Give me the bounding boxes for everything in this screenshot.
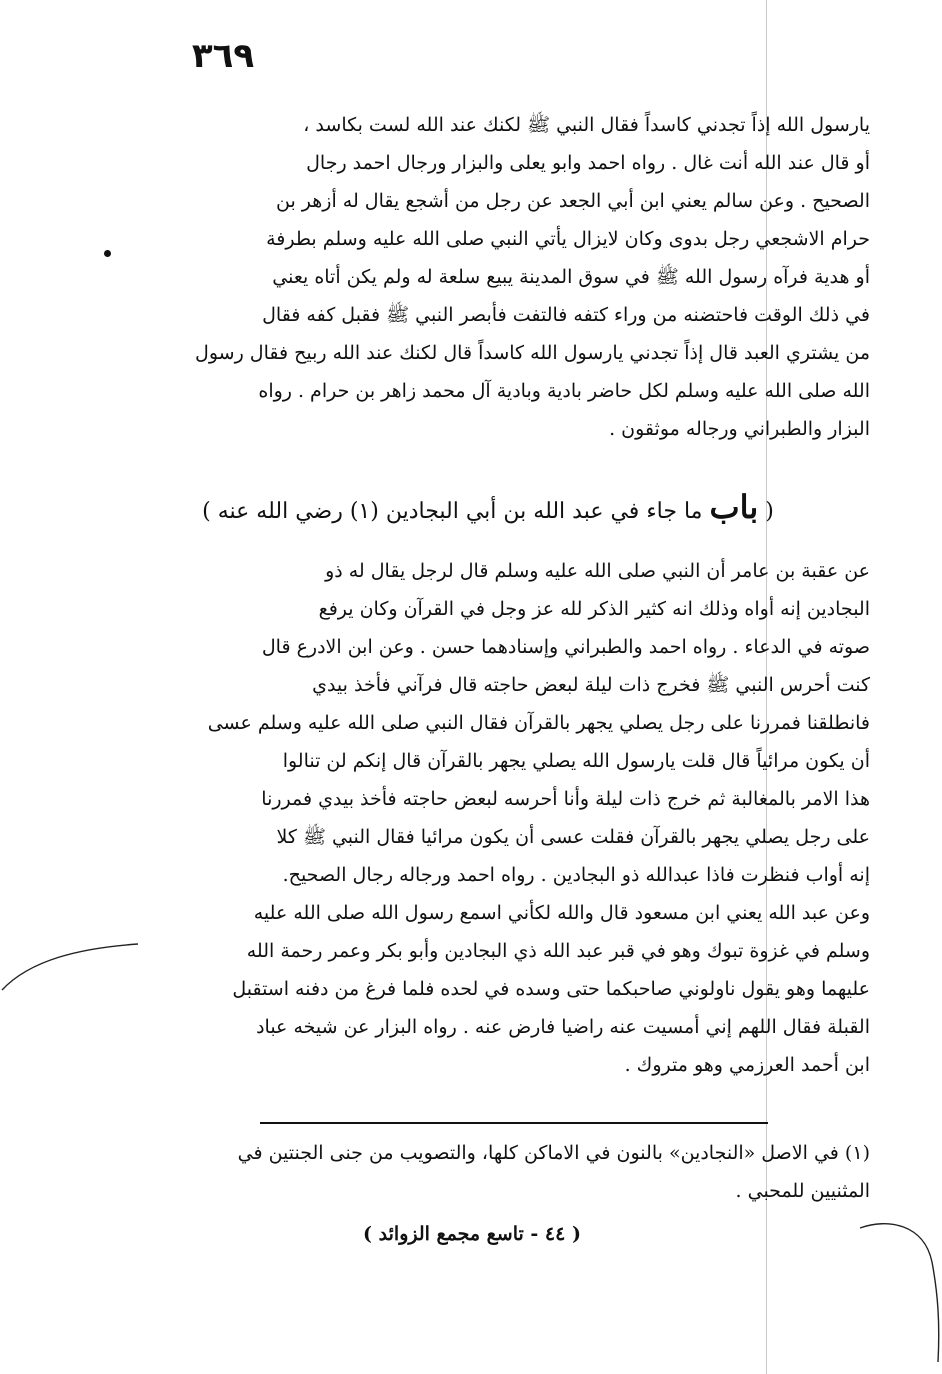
text-line: على رجل يصلي يجهر بالقرآن فقلت عسى أن يكون مرائيا فقال النبي ﷺ كلا — [276, 826, 870, 848]
chapter-heading — [148, 482, 828, 532]
heading-open-paren: ( — [765, 499, 774, 524]
page-number: ٣٦٩ — [191, 36, 255, 76]
text-line: كنت أحرس النبي ﷺ فخرج ذات ليلة لبعض حاجته قال فرآني فأخذ بيدي — [312, 674, 870, 696]
footnote-line: (١) في الاصل «النجادين» بالنون في الاماكن كلها، والتصويب من جنى الجنتين في — [237, 1142, 870, 1164]
text-line: الصحيح . وعن سالم يعني ابن أبي الجعد عن رجل من أشجع يقال له أزهر بن — [276, 190, 870, 212]
text-line: فانطلقنا فمررنا على رجل يصلي يجهر بالقرآن فقال النبي صلى الله عليه وسلم عسى — [207, 712, 870, 734]
heading-title: ما جاء في عبد الله بن أبي البجادين (١) رضي الله عنه — [217, 499, 703, 524]
text-line: يارسول الله إذاً تجدني كاسداً فقال النبي ﷺ لكنك عند الله لست بكاسد ، — [303, 114, 870, 136]
paragraph-2 — [98, 552, 870, 1084]
text-line: وسلم في غزوة تبوك وهو في قبر عبد الله ذي البجادين وأبو بكر وعمر رحمة الله — [246, 940, 870, 962]
text-line: أن يكون مرائياً قال قلت يارسول الله يصلي يجهر بالقرآن قال إنكم لن تنالوا — [282, 750, 870, 772]
text-line: القبلة فقال اللهم إني أمسيت عنه راضيا فارض عنه . رواه البزار عن شيخه عباد — [256, 1016, 870, 1038]
heading-bab-word: باب — [709, 488, 759, 526]
text-line: عليهما وهو يقول ناولوني صاحبكما حتى وسده في لحده فلما فرغ من دفنه استقبل — [232, 978, 870, 1000]
text-line: حرام الاشجعي رجل بدوى وكان لايزال يأتي النبي صلى الله عليه وسلم بطرفة — [266, 228, 870, 250]
text-line: وعن عبد الله يعني ابن مسعود قال والله لكأني اسمع رسول الله صلى الله عليه — [253, 902, 870, 924]
footnote-rule — [260, 1122, 768, 1124]
footnote-line: المثنيين للمحبي . — [735, 1180, 870, 1202]
text-line: ابن أحمد العرزمي وهو متروك . — [624, 1054, 870, 1076]
printer-signature-mark: ( ٤٤ - تاسع مجمع الزوائد ) — [363, 1223, 581, 1245]
text-line: الله صلى الله عليه وسلم لكل حاضر بادية وبادية آل محمد زاهر بن حرام . رواه — [258, 380, 870, 402]
text-line: إنه أواب فنظرت فاذا عبدالله ذو البجادين . رواه احمد ورجاله رجال الصحيح. — [282, 864, 870, 886]
text-line: أو هدية فرآه رسول الله ﷺ في سوق المدينة يبيع سلعة له ولم يكن أتاه يعني — [272, 266, 870, 288]
paragraph-1 — [98, 106, 870, 448]
text-line: من يشتري العبد قال إذاً تجدني يارسول الله كاسداً قال لكنك عند الله ربيح فقال رسول — [195, 342, 870, 364]
text-line: صوته في الدعاء . رواه احمد والطبراني وإسنادهما حسن . وعن ابن الادرع قال — [261, 636, 870, 658]
text-line: هذا الامر بالمغالبة ثم خرج ذات ليلة وأنا أحرسه لبعض حاجته فأخذ بيدي فمررنا — [261, 788, 870, 810]
text-line: في ذلك الوقت فاحتضنه من وراء كتفه فالتفت فأبصر النبي ﷺ فقبل كفه فقال — [262, 304, 870, 326]
text-line: البزار والطبراني ورجاله موثقون . — [609, 418, 870, 440]
pencil-stroke-left — [0, 930, 140, 1000]
heading-close-paren: ) — [202, 499, 211, 524]
text-line: البجادين إنه أواه وذلك انه كثير الذكر لله عز وجل في القرآن وكان يرفع — [318, 598, 870, 620]
footnote — [120, 1134, 870, 1210]
pencil-stroke-right — [858, 1214, 942, 1364]
text-line: أو قال عند الله أنت غال . رواه احمد وابو يعلى والبزار ورجال احمد رجال — [306, 152, 870, 174]
text-line: عن عقبة بن عامر أن النبي صلى الله عليه وسلم قال لرجل يقال له ذو — [325, 560, 870, 582]
